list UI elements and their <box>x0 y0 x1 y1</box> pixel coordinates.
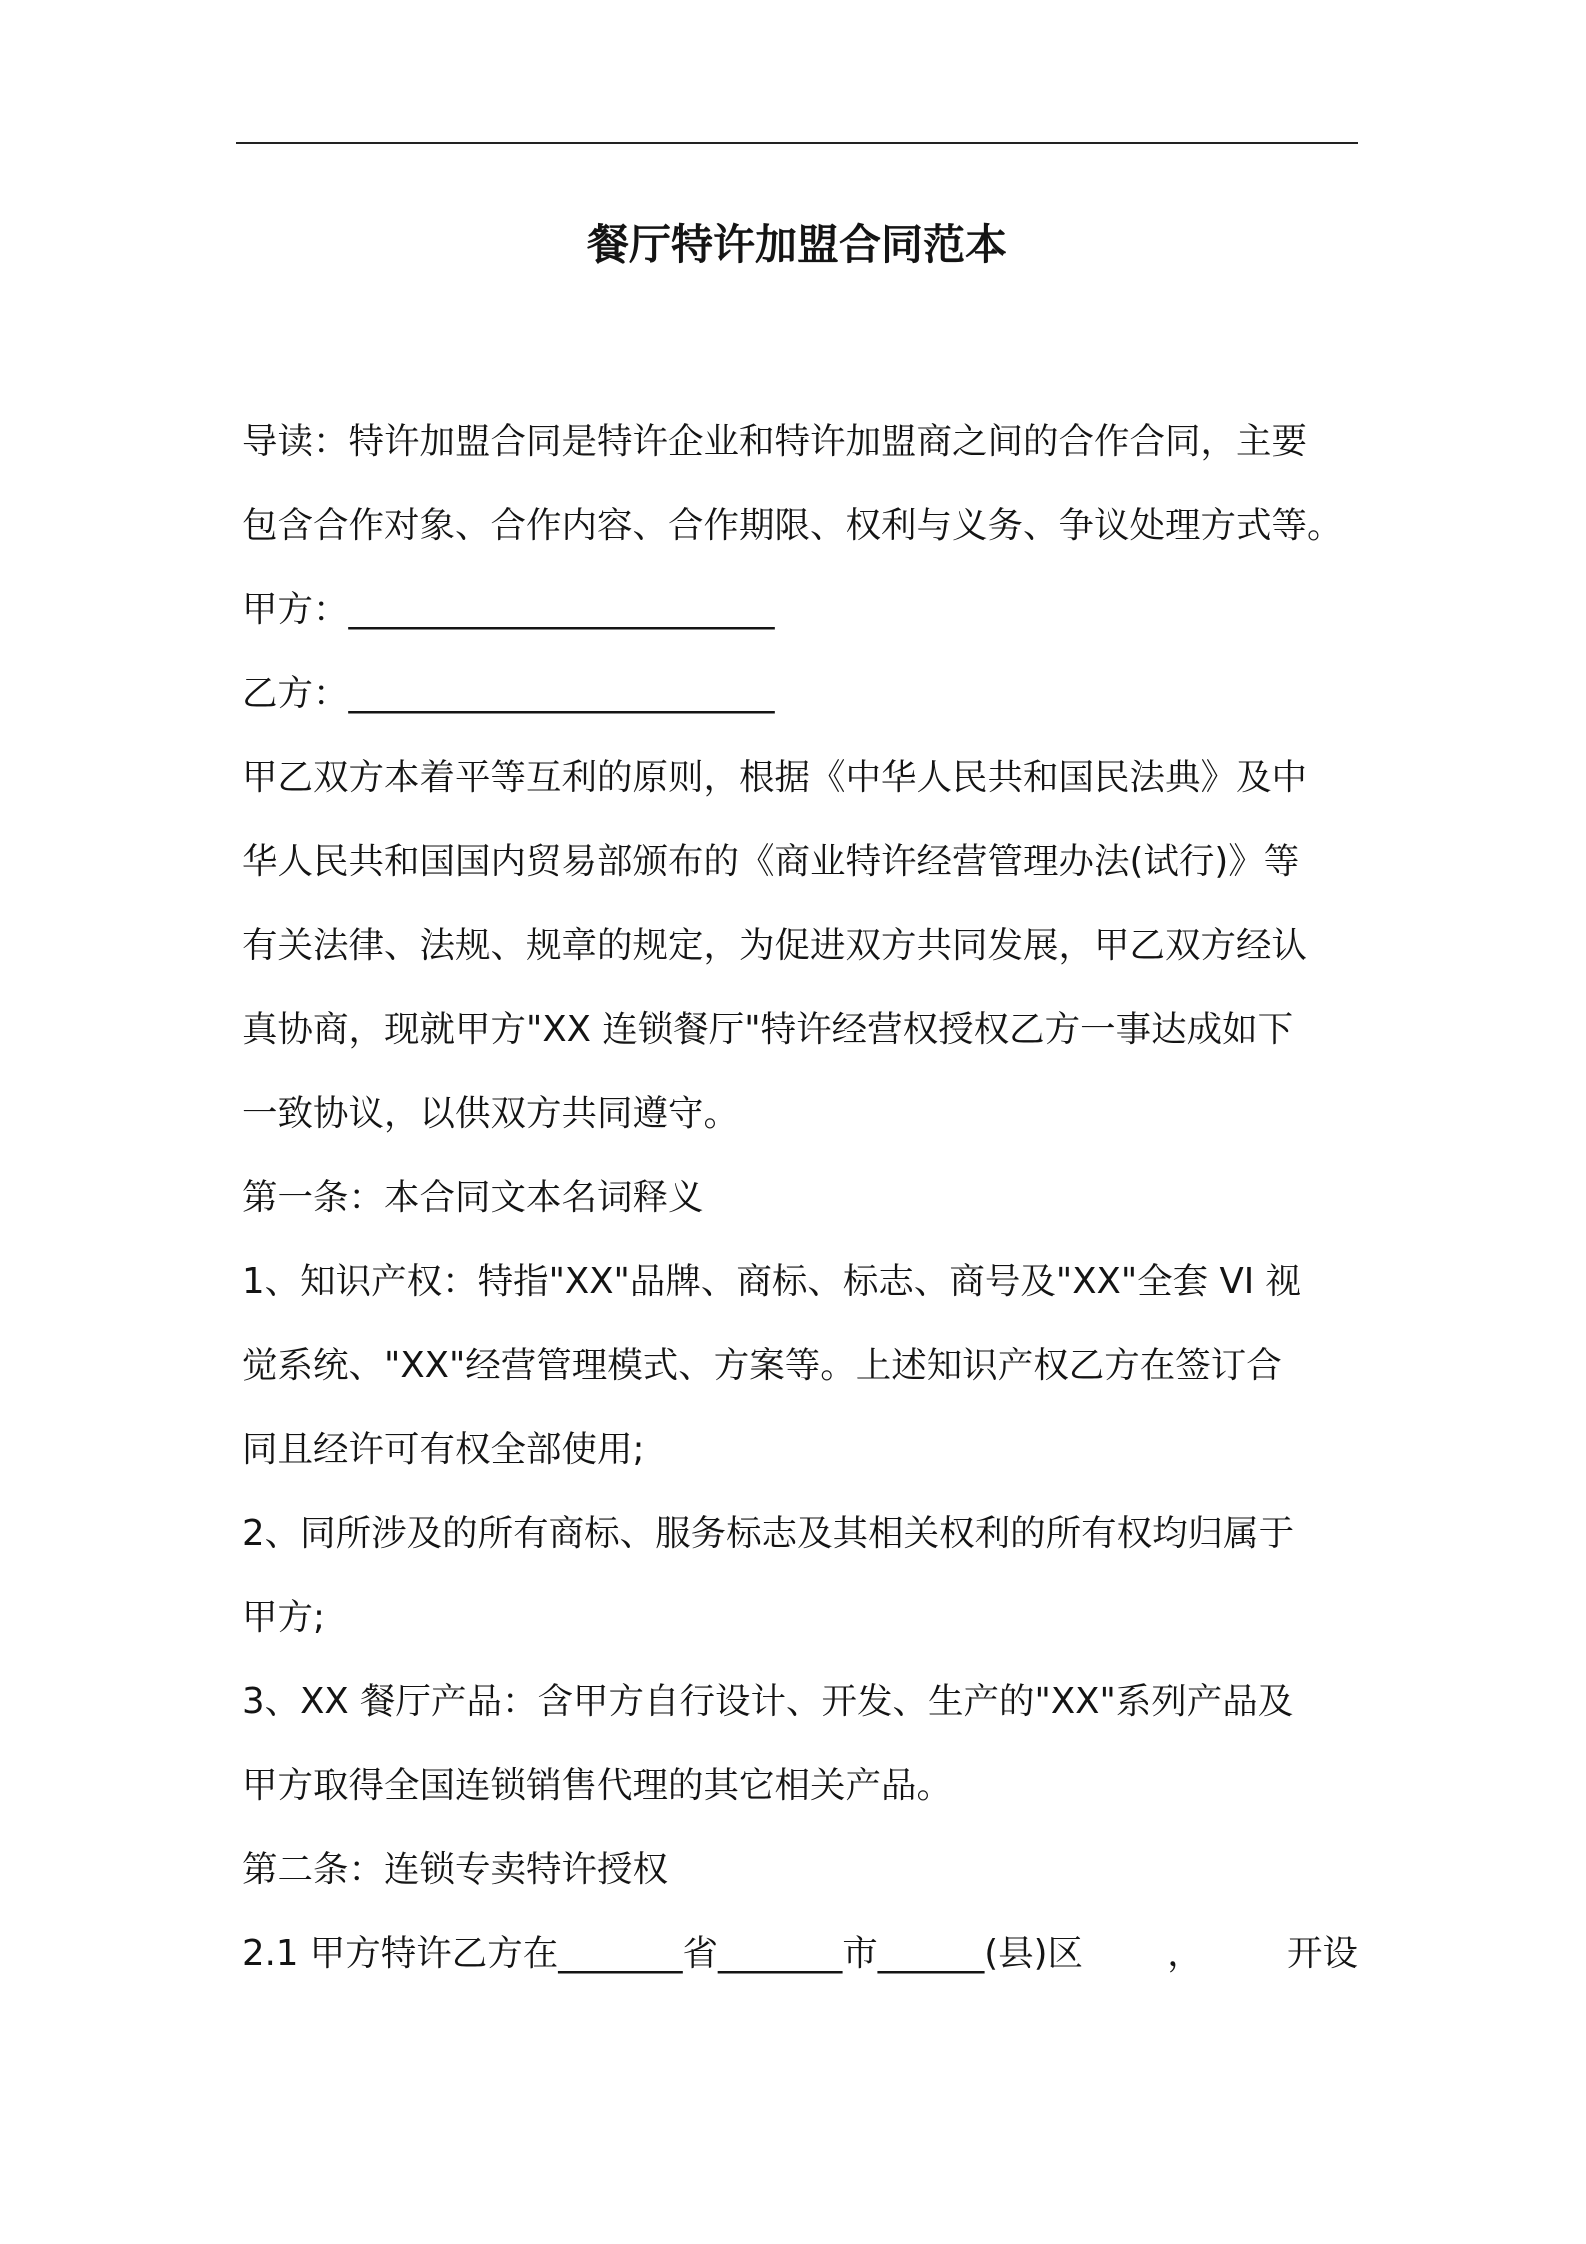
intro-line-1: 导读：特许加盟合同是特许企业和特许加盟商之间的合作合同，主要 <box>242 421 1308 462</box>
preamble-line-3: 有关法律、法规、规章的规定，为促进双方共同发展，甲乙双方经认 <box>242 925 1308 966</box>
document-title: 餐厅特许加盟合同范本 <box>586 220 1007 269</box>
clause-2-1-text: 2.1 甲方特许乙方在_______省_______市______(县)区 <box>242 1933 1083 1974</box>
clause-2-1-comma: ， <box>1167 1933 1203 1974</box>
preamble-line-1: 甲乙双方本着平等互利的原则，根据《中华人民共和国民法典》及中 <box>242 757 1308 798</box>
party-a-line: 甲方：________________________ <box>242 589 775 630</box>
article-1-item-2-line-2: 甲方; <box>242 1597 325 1638</box>
party-b-line: 乙方：________________________ <box>242 673 775 714</box>
intro-line-2: 包含合作对象、合作内容、合作期限、权利与义务、争议处理方式等。 <box>242 505 1343 546</box>
article-1-item-1-line-1: 1、知识产权：特指"XX"品牌、商标、标志、商号及"XX"全套 VI 视 <box>242 1261 1302 1302</box>
clause-2-1-tail: 开设 <box>1286 1933 1358 1974</box>
article-1-item-1-line-3: 同且经许可有权全部使用; <box>242 1429 645 1470</box>
preamble-line-2: 华人民共和国国内贸易部颁布的《商业特许经营管理办法(试行)》等 <box>242 841 1300 882</box>
article-2-clause-1-line-1 <box>242 1912 1358 1996</box>
article-1-item-3-line-2: 甲方取得全国连锁销售代理的其它相关产品。 <box>242 1765 953 1806</box>
preamble-line-5: 一致协议，以供双方共同遵守。 <box>242 1093 740 1134</box>
header-rule <box>236 142 1358 144</box>
article-1-heading: 第一条：本合同文本名词释义 <box>242 1177 704 1218</box>
article-1-item-2-line-1: 2、同所涉及的所有商标、服务标志及其相关权利的所有权均归属于 <box>242 1513 1295 1554</box>
article-1-item-1-line-2: 觉系统、"XX"经营管理模式、方案等。上述知识产权乙方在签订合 <box>242 1345 1282 1386</box>
document-body <box>242 400 1358 1996</box>
article-1-item-3-line-1: 3、XX 餐厅产品：含甲方自行设计、开发、生产的"XX"系列产品及 <box>242 1681 1294 1722</box>
preamble-line-4: 真协商，现就甲方"XX 连锁餐厅"特许经营权授权乙方一事达成如下 <box>242 1009 1294 1050</box>
article-2-heading: 第二条：连锁专卖特许授权 <box>242 1849 669 1890</box>
